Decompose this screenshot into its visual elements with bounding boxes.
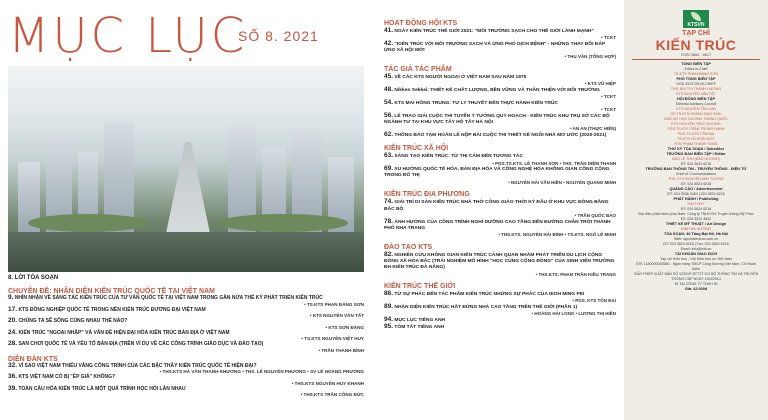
section-title: KIẾN TRÚC XÃ HỘI <box>384 145 449 153</box>
credit-line: GS.TS.KTS HOÀNG ĐẠO KÍNH <box>670 111 722 116</box>
entry-author: • KTS VŨ HIỆP <box>584 81 616 87</box>
toc-entry <box>8 318 364 330</box>
toc-entry <box>8 307 364 319</box>
toc-entry <box>8 295 364 307</box>
entry-text: TỪ SỰ PHÁC ĐẾN TÁC PHẨM KIẾN TRÚC NHỮNG SỰ PHÁC CỦA IEOH MING PEI <box>394 292 585 298</box>
credit-line: ĐT: 024 3824 6218 <box>680 161 712 166</box>
entry-text: KTS VIỆT NAM CÓ BỊ "ÉP GIÁ" KHÔNG? <box>18 374 116 380</box>
entry-author: • PGS. KTS TÔN ĐẠI <box>572 298 616 304</box>
entry-title <box>384 41 616 55</box>
entry-author: • TCKT <box>601 94 616 100</box>
entry-author: • NGUYỄN HẢI VÂN HIỀN • NGUYỄN QUANG MINH <box>508 179 616 185</box>
entry-title <box>384 324 616 331</box>
entry-title <box>384 219 616 233</box>
toc-entry <box>384 28 616 41</box>
toc-entry <box>384 291 616 304</box>
toc-entry <box>384 153 616 166</box>
entry-title <box>384 100 616 107</box>
entry-title <box>384 74 616 81</box>
credit-line: KTS NGUYỄN TRÚC HƯƠNG <box>671 121 721 126</box>
entry-author: • TS.KTS PHAN ĐĂNG SƠN <box>304 301 364 307</box>
entry-author: • THS.KTS HÀ VĂN THANH KHƯƠNG • THS. LÊ NGUYỄN PHƯƠNG • SV LÊ HOÀNG PHƯƠNG <box>159 369 364 374</box>
entry-title <box>384 28 616 35</box>
section-title: HOẠT ĐỘNG HỘI KTS <box>384 20 458 27</box>
credit-line: Editorial Advisory Council <box>675 101 717 106</box>
entry-text: VỀ CÁC KTS NGƯỜI NGOẠI Ở VIỆT NAM SAU NĂM 1975 <box>394 75 527 81</box>
credit-line: QUẢNG CÁO / Advertisement <box>669 186 723 191</box>
entry-number: 74. <box>384 198 394 206</box>
entry-author: • THS.KTS TRẦN CÔNG ĐỨC <box>300 392 364 397</box>
entry-text: NGHIÊN CỨU KHÔNG GIAN KIẾN TRÚC CẢNH QUAN NHẰM PHÁT TRIỂN DU LỊCH CỘNG ĐỒNG XÃ HÒA BẮC (TRẢI NGHIỆM MÔ HÌNH "HỌC CÙNG CỘNG ĐỒNG" CỦA SINH VIÊN TRƯỜNG ĐH KIẾN TRÚC ĐÀ NẴNG) <box>384 252 615 271</box>
toc-entry <box>384 199 616 218</box>
entry-number: 95. <box>384 323 394 331</box>
credit-line: ĐT: 024 3824 6218 | Fax: 024 3824 6218 <box>663 241 729 246</box>
entry-text: GIẢI TRÍ DI SẢN KIẾN TRÚC NHÀ THỜ CÔNG GIÁO THỜI KỲ ĐẦU Ở KHU VỰC ĐỒNG BẰNG BẮC BỘ <box>384 200 609 212</box>
entry-author: • THS.KTS. PHAN TRẦN KIỀU TRANG <box>535 271 616 277</box>
credit-line: THS. KTS NGUYỄN ANH TƯƠNG <box>668 176 724 181</box>
toc-entry <box>384 166 616 185</box>
entry-number: 82. <box>384 250 394 258</box>
magazine-logo <box>683 10 709 28</box>
entry-number: 17. <box>8 305 18 313</box>
credit-line: Web: tapchikientruc.com.vn <box>673 236 719 241</box>
entry-number: 41. <box>384 27 394 34</box>
entry-text: NHẬN DIỆN KIẾN TRÚC HẤT ĐỨNG NHÀ CAO TẦNG TRÊN THẾ GIỚI (PHẦN 1) <box>394 305 578 311</box>
entry-text: NHÌN NHẬN VỀ SÁNG TÁC KIẾN TRÚC CỦA TƯ VẤN QUỐC TẾ TẠI VIỆT NAM TRONG GẦN NỬA THẾ KỶ PHÁT TRIỂN KIẾN TRÚC <box>14 295 323 301</box>
credit-line: VICE-EDITOR-IN-CHIEF <box>676 81 716 86</box>
entry-number: 39. <box>8 384 18 392</box>
credit-line: PGS.TS.KTS TRẦN TRỌNG HANH <box>667 126 725 131</box>
toc-entry <box>384 317 616 324</box>
entry-number: 69. <box>384 165 394 173</box>
credit-line: PHÓ TỔNG BIÊN TẬP <box>676 76 716 81</box>
credit-line: STK 1180000025580 - Ngân hàng TMCP Công thương Việt Nam, CN Hoàn Kiếm <box>635 261 757 271</box>
entry-author: • TS.KTS NGUYỄN VIỆT HUY <box>301 336 364 341</box>
credit-line: PHÁT HÀNH / Publishing <box>673 196 719 201</box>
credit-line: PGS.TS.KTS TÔN ĐẠI <box>677 131 715 136</box>
credit-line: KTS PHẠM THANH TÙNG <box>674 141 718 146</box>
entry-text: THÔNG BÁO TẠM HOÃN LỄ NỘP BÀI CUỘC THI THIẾT KẾ NGÔI NHÀ MƠ ƯỚC (2020-2021) <box>394 132 607 138</box>
credit-line: KTS NGUYỄN TẤN VẠN <box>676 106 716 111</box>
entry-author: • PGS.TS.KTS. LÊ THANH SƠN • THS. TRẦN DIỆM THANH <box>492 160 616 166</box>
editorial-note: 8. LỜI TÒA SOẠN <box>8 275 59 281</box>
leaf-icon <box>691 12 701 21</box>
entry-text: Nikken Sekkei: THIẾT KẾ CHẤT LƯỢNG, BỀN VỮNG VÀ THÂN THIỆN VỚI MÔI TRƯỜNG <box>394 87 600 93</box>
issn: ISSN 0866 - 8617 <box>680 53 712 57</box>
entry-number: 48. <box>384 85 394 93</box>
entry-text: KIẾN TRÚC "NGOẠI NHẬP" VÀ VẤN ĐỀ HIỆN ĐẠI HÓA KIẾN TRÚC BẢN ĐỊA Ở VIỆT NAM <box>18 329 230 336</box>
toc-entry <box>384 41 616 60</box>
credit-line: Email: info@tckt.vn <box>680 246 712 251</box>
credit-line: ĐÀO LỆ THU (ĐÀO HƯƠNG) <box>672 156 720 161</box>
section-title: CHUYÊN ĐỀ: NHẬN DIỆN KIẾN TRÚC QUỐC TẾ TẠI VIỆT NAM <box>8 288 215 295</box>
entry-author: • THS.KTS. NGUYỄN HẢI BÌNH • TS.KTS. NGÔ LÊ MINH <box>498 232 616 238</box>
credit-line: IN TẠI CÔNG TY TNHH IN <box>674 281 718 286</box>
section-title: ĐÀO TẠO KTS <box>384 243 433 251</box>
entry-title <box>8 295 364 302</box>
credit-line: Editor-in-Chief <box>684 66 708 71</box>
entry-text: NGÀY KIẾN TRÚC THẾ GIỚI 2021: "MÔI TRƯỜNG SẠCH CHO THẾ GIỚI LÀNH MẠNH" <box>394 29 594 34</box>
entry-title <box>384 252 616 272</box>
magazine-name: KIẾN TRÚC <box>655 37 737 53</box>
entry-number: 54. <box>384 98 394 106</box>
entry-number: 32. <box>8 361 18 369</box>
toc-entry <box>8 374 364 386</box>
credit-line: TÒA SOẠN: 40 Tăng Bạt Hổ, Hà Nội <box>664 231 728 236</box>
entry-author: • TCKT <box>601 107 616 113</box>
entry-number: 86. <box>384 290 394 298</box>
entry-text: SAN CHƠI QUỐC TẾ VÀ YẾU TỐ BẢN ĐỊA (TRÊN VÍ DỤ VỀ CÁC CÔNG TRÌNH GIÁO DỤC VÀ ĐÀO TẠO) <box>18 341 264 347</box>
entry-title <box>384 113 616 127</box>
entry-number: 24. <box>8 328 18 336</box>
credit-line: KIM THỦY <box>687 201 705 206</box>
credit-line: TÀI KHOẢN GIAO DỊCH <box>674 251 718 256</box>
toc-entry <box>8 341 364 353</box>
entry-author: • KTS NGUYỄN VĂN TẤT <box>309 313 364 318</box>
entry-text: CHÚNG TA SẼ SỐNG CÙNG NHAU THẾ NÀO? <box>18 318 128 324</box>
toc-entry <box>8 330 364 342</box>
credit-line: ĐT: 024 3824 6218 <box>680 181 712 186</box>
entry-author: • TRẦN QUỐC BẢO <box>574 212 616 218</box>
entry-author: • KTS SƠN ĐẶNG <box>325 324 364 330</box>
credit-line: ĐT: 028 3922 4842 <box>680 216 712 221</box>
entry-title <box>384 132 616 139</box>
entry-author: • TRẦN THANH BÌNH <box>318 347 364 353</box>
entry-number: 78. <box>384 217 394 225</box>
toc-entry <box>384 87 616 100</box>
credit-line: THS. BÙI THỊ THANH HƯƠNG <box>670 86 722 91</box>
entry-text: SÁNG TẠO KIẾN TRÚC: TỪ THỊ CẢM ĐẾN TƯƠNG TÁC <box>394 154 523 160</box>
entry-number: 45. <box>384 73 394 81</box>
entry-text: VÌ SAO VIỆT NAM THIẾU VẮNG CÔNG TRÌNH CỦA CÁC BẬC THẦY KIẾN TRÚC QUỐC TẾ HIỆN ĐẠI? <box>18 362 257 369</box>
entry-number: 42. <box>384 39 394 47</box>
section-title: DIỄN ĐÀN KTS <box>8 355 58 363</box>
credit-line: TRƯỞNG BAN THÔNG TIN - TRUYỀN THÔNG - ĐIỆN TỬ <box>645 166 747 171</box>
toc-entry <box>384 304 616 317</box>
credit-line: ĐT: 024 3936 3454 | 024 3824 6218 <box>667 191 725 196</box>
entry-title <box>384 166 616 180</box>
entry-title <box>384 199 616 213</box>
entry-title <box>384 87 616 94</box>
toc-entry <box>384 74 616 87</box>
entry-text: TOÀN CẦU HÓA KIẾN TRÚC LÀ MỘT QUÁ TRÌNH HỌC HỎI LẪN NHAU <box>18 385 186 392</box>
masthead <box>624 0 768 420</box>
right-toc <box>384 14 616 332</box>
section-title: KIẾN TRÚC ĐỊA PHƯƠNG <box>384 191 470 199</box>
entry-text: TÓM TẮT TIẾNG ANH <box>394 325 445 331</box>
credit-line: GIẤY PHÉP XUẤT BẢN SỐ 123/GP-BTTTT DO BỘ THÔNG TIN VÀ TRUYỀN THÔNG CẤP NGÀY 15/4/2014 <box>633 271 759 281</box>
cover-photo <box>8 66 364 272</box>
credit-line: TRƯỞNG BAN BIÊN TẬP / Editor <box>666 151 726 156</box>
issue-number: SỐ 8. 2021 <box>238 28 319 44</box>
entry-text: XU HƯỚNG QUỐC TẾ HÓA, BẢN ĐỊA HÓA VÀ CÔNG NGHỆ HÓA KHÔNG GIAN CÔNG CỘNG TRONG ĐÔ THỊ <box>384 167 610 179</box>
lower-toc <box>8 285 364 397</box>
credit-line: Tạp chí Kiến trúc - Hội Kiến trúc sư Việt Nam <box>660 256 732 261</box>
toc-entry <box>384 113 616 132</box>
entry-author: • THS.KTS NGUYỄN HUY KHANH <box>291 380 364 386</box>
toc-entry <box>384 132 616 139</box>
credit-line: TS.KTS PHAN ĐĂNG SƠN <box>673 71 719 76</box>
magazine-label: TẠP CHÍ <box>682 30 710 37</box>
entry-number: 9. <box>8 294 14 301</box>
entry-number: 63. <box>384 152 394 160</box>
entry-number: 94. <box>384 315 394 323</box>
entry-number: 89. <box>384 303 394 311</box>
entry-number: 28. <box>8 340 18 347</box>
logo-text: KTSVN <box>687 22 705 28</box>
entry-author: • HOÀNG HẢI LONG • LƯƠNG THỊ HIỀN <box>531 311 616 317</box>
entry-number: 36. <box>8 373 18 380</box>
page-title: MỤC LỤC <box>8 8 248 64</box>
toc-entry <box>8 363 364 375</box>
credit-line: THƯ KÝ TÒA SOẠN / Subeditor <box>667 146 725 151</box>
entry-number: 62. <box>384 130 394 138</box>
entry-text: MỤC LỤC TIẾNG ANH <box>394 317 446 323</box>
entry-title <box>384 153 616 160</box>
entry-title <box>384 317 616 324</box>
masthead-credits <box>632 62 760 292</box>
credit-line: Giá: 42.000đ <box>684 286 708 291</box>
entry-text: ẢNH HƯỞNG CỦA CÔNG TRÌNH NGHỈ DƯỠNG CAO TẦNG ĐẾN ĐƯỜNG CHÂN TRỜI THÀNH PHỐ NHA TRANG <box>384 219 611 231</box>
credit-line: Đại diện phát hành phía Nam: Công ty TNHH DV Truyền thông Mỹ Phúc <box>638 211 754 216</box>
credit-line: ĐT: 024 3824 6218 <box>680 206 712 211</box>
credit-line: KTS NGUYỄN VĂN TẤT <box>676 91 716 96</box>
section-title: KIẾN TRÚC THẾ GIỚI <box>384 283 456 291</box>
entry-author: • TCKT <box>601 35 616 41</box>
entry-author: • AN AN (THỰC HIỆN) <box>570 126 616 132</box>
entry-author: • THU VÂN (TỔNG HỢP) <box>564 54 616 60</box>
credit-line: TỔNG BIÊN TẬP <box>681 61 711 66</box>
toc-entry <box>384 252 616 277</box>
entry-text: KTS MAI HỒNG TRUNG: TƯ LY THUYẾT ĐẾN THỰC HÀNH KIẾN TRÚC <box>394 100 558 106</box>
toc-entry <box>8 386 364 398</box>
toc-entry <box>384 324 616 331</box>
credit-line: Chief of Communications <box>675 171 717 176</box>
entry-number: 56. <box>384 111 394 119</box>
credit-line: NHÀ SỬ HỌC DƯƠNG TRUNG QUỐC <box>664 116 728 121</box>
credit-line: THIẾT KẾ MỸ THUẬT / Art Design <box>665 221 727 226</box>
entry-text: LÊ TRAO GIẢI CUỘC THI TUYỂN Ý TƯỞNG QUY HOẠCH - KIẾN TRÚC KHU TRỤ SỞ CÁC BỘ NGÀNH TƯ TẠI KHU VỰC TÂY HỒ TÂY HÀ NỘI <box>384 113 610 126</box>
entry-text: KTS ĐỒNG NGHIỆP QUỐC TẾ TRONG NỀN KIẾN TRÚC ĐƯƠNG ĐẠI VIỆT NAM <box>18 306 206 313</box>
credit-line: HỘI ĐỒNG BIÊN TẬP <box>677 96 715 101</box>
toc-entry <box>384 219 616 238</box>
entry-text: "KIẾN TRÚC VỚI MÔI TRƯỜNG SẠCH VÀ ỨNG PHÓ DỊCH BỆNH" - NHỮNG THAY ĐỔI ĐÁP ỨNG XÃ HỘI MỚI <box>384 41 606 54</box>
toc-entry <box>384 100 616 113</box>
credit-line: ĐINH BÁ HƯỞNG <box>681 226 711 231</box>
entry-number: 20. <box>8 317 18 324</box>
section-title: TÁC GIẢ TÁC PHẨM <box>384 66 452 74</box>
credit-line: TS.KTS VŨ HOÀI ĐỨC <box>677 136 715 141</box>
